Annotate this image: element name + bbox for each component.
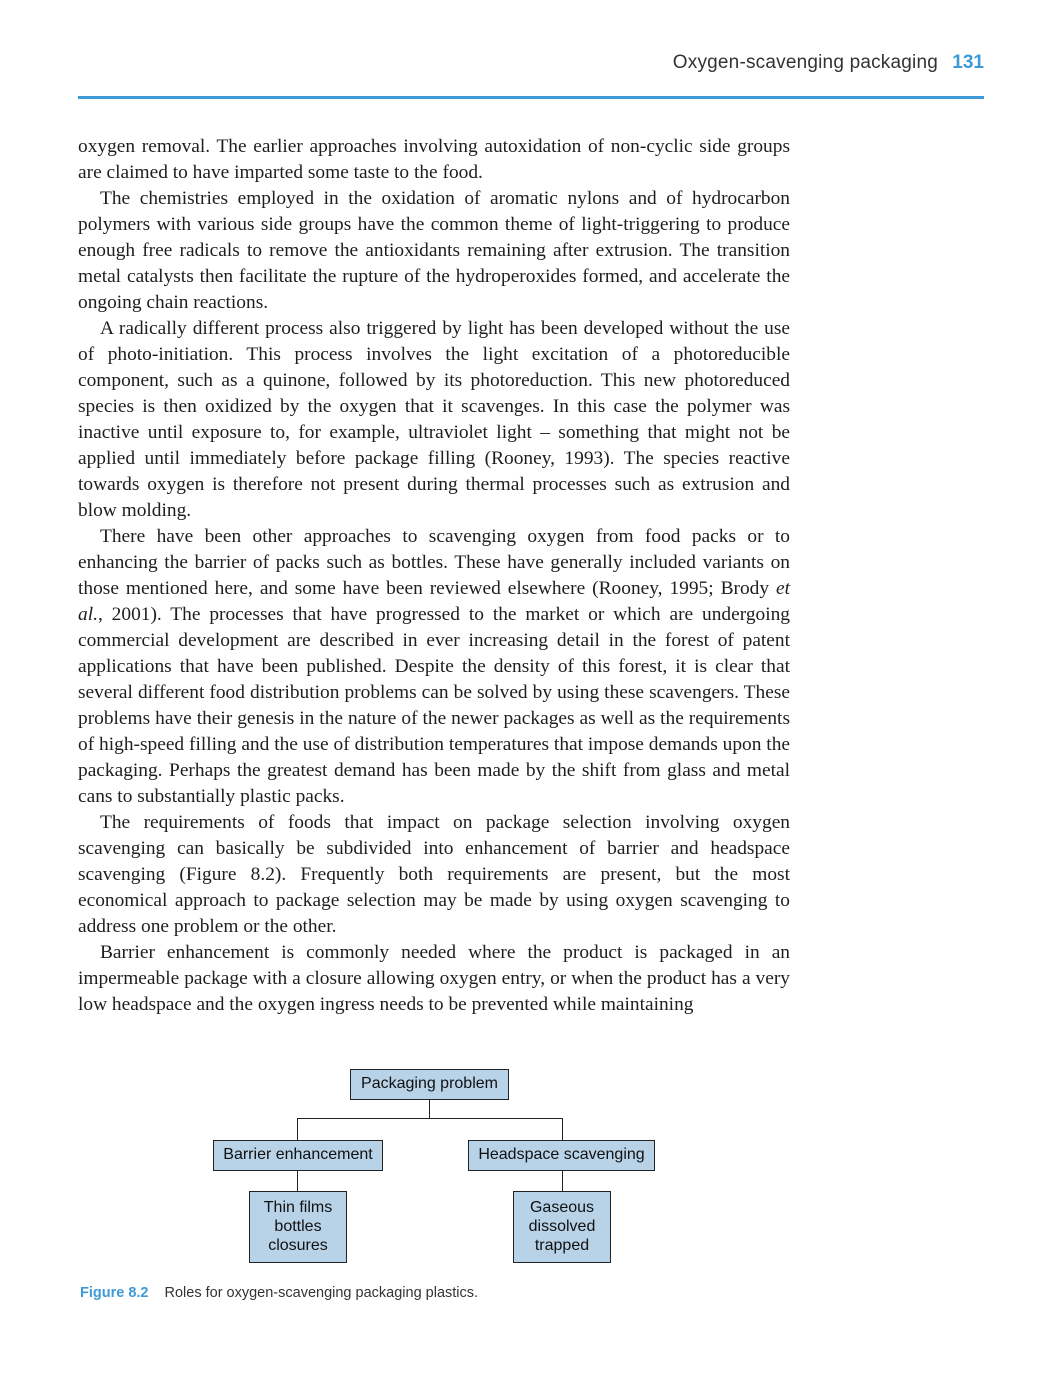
page-number: 131 (952, 52, 984, 73)
figure-caption (80, 1285, 478, 1301)
figure-label: Figure 8.2 (80, 1285, 149, 1301)
connector-line (562, 1171, 563, 1191)
page-header (78, 50, 984, 99)
connector-line (429, 1100, 430, 1118)
paragraph: oxygen removal. The earlier approaches involving autoxidation of non-cyclic side groups are claimed to have imparted some taste to the food. (78, 136, 790, 183)
paragraph-text: There have been other approaches to scavenging oxygen from food packs or to enhancing the barrier of packs such as bottles. These have generally included variants on those mentioned here, and some have been reviewed elsewhere (Rooney, 1995; Brody (78, 526, 790, 599)
paragraph-text: , 2001). The processes that have progressed to the market or which are undergoing commercial development are described in ever increasing detail in the forest of patent applications that have been published. Despite the density of this forest, it is clear that several different food distribution problems can be solved by using these scavengers. These problems have their genesis in the nature of the newer packages as well as the requirements of high-speed filling and the use of distribution temperatures that impose demands upon the packaging. Perhaps the greatest demand has been made by the shift from glass and metal cans to substantially plastic packs. (78, 604, 790, 807)
node-headspace-scavenging: Headspace scavenging (468, 1140, 655, 1171)
paragraph (78, 524, 790, 810)
citation-et-al: et al. (78, 578, 790, 625)
connector-line (562, 1118, 563, 1140)
paragraph: The requirements of foods that impact on package selection involving oxygen scavenging can basically be subdivided into enhancement of barrier and headspace scavenging (Figure 8.2). Frequently both requirements are present, but the most economical approach to package selection may be made by using oxygen scavenging to address one problem or the other. (78, 812, 790, 937)
connector-line (297, 1118, 298, 1140)
node-headspace-examples: Gaseous dissolved trapped (513, 1191, 611, 1263)
node-packaging-problem: Packaging problem (350, 1069, 509, 1100)
paragraph: Barrier enhancement is commonly needed where the product is packaged in an impermeable package with a closure allowing oxygen entry, or when the product has a very low headspace and the oxygen ingress needs to be prevented while maintaining (78, 942, 790, 1015)
paragraph: A radically different process also triggered by light has been developed without the use of photo-initiation. This process involves the light excitation of a photoreducible component, such as a quinone, followed by its photoreduction. This new photoreduced species is then oxidized by the oxygen that it scavenges. In this case the polymer was inactive until exposure to, for example, ultraviolet light – something that might not be applied until immediately before package filling (Rooney, 1993). The species reactive towards oxygen is therefore not present during thermal processes such as extrusion and blow molding. (78, 318, 790, 521)
body-text (78, 134, 790, 1018)
node-barrier-enhancement: Barrier enhancement (213, 1140, 383, 1171)
running-title: Oxygen-scavenging packaging (672, 52, 938, 73)
paragraph: The chemistries employed in the oxidation of aromatic nylons and of hydrocarbon polymers with various side groups have the common theme of light-triggering to produce enough free radicals to remove the antioxidants remaining after extrusion. The transition metal catalysts then facilitate the rupture of the hydroperoxides formed, and accelerate the ongoing chain reactions. (78, 188, 790, 313)
caption-text: Roles for oxygen-scavenging packaging plastics. (164, 1285, 479, 1301)
node-barrier-examples: Thin films bottles closures (249, 1191, 347, 1263)
connector-line (297, 1118, 563, 1119)
connector-line (297, 1171, 298, 1191)
